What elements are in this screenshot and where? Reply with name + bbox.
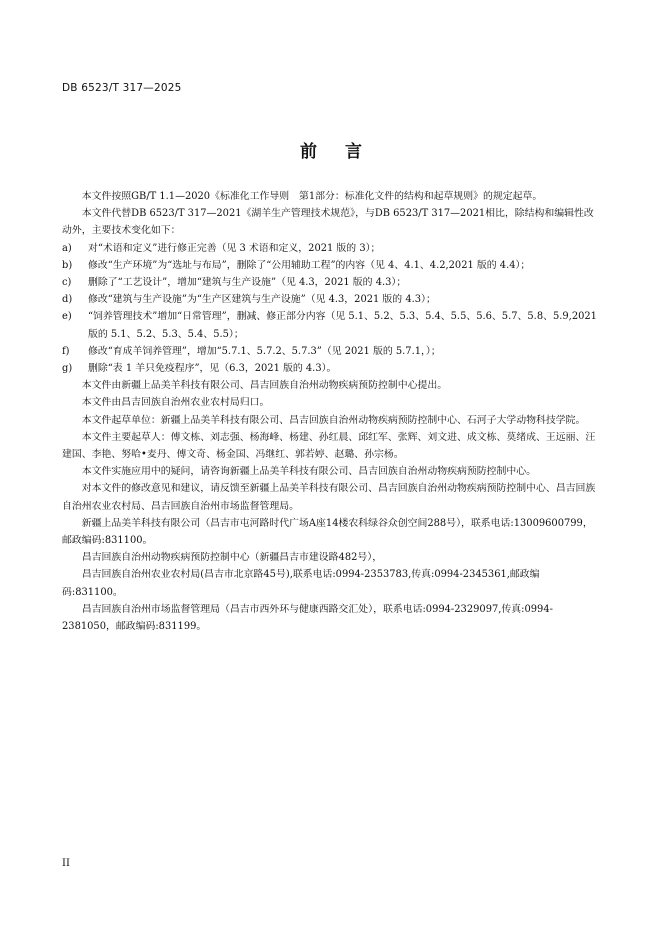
statement-feedback: 对本文件的修改意见和建议，请反馈至新疆上品美羊科技有限公司、昌吉回族自治州动物疾病预防控制中心、昌吉回族自治州农业农村局、昌吉回族自治州市场监督管理局。 [62,483,596,512]
change-marker: f) [62,345,70,357]
change-text: 删除了“工艺设计”，增加“建筑与生产设施”（见 4.3，2021 版的 4.3）； [88,277,407,289]
contact-market-supervision: 昌吉回族自治州市场监督管理局（昌吉市西外环与健康西路交汇处），联系电话:0994-2329097,传真:0994-2381050，邮政编码:831199。 [62,603,553,633]
contact-agriculture-bureau: 昌吉回族自治州农业农村局(昌吉市北京路45号),联系电话:0994-2353783,传真:0994-2345361,邮政编码:831100。 [62,569,540,598]
change-item [62,257,597,274]
page-number: II [62,858,70,869]
page-title: 前言 [300,142,390,162]
foreword-body [62,188,597,635]
change-marker: e) [62,311,72,323]
change-text: 修改“生产环境”为“选址与布局”，删除了“公用辅助工程”的内容（见 4、4.1、4.2,2021 版的 4.4）； [88,259,531,271]
intro-paragraph: 本文件代替DB 6523/T 317—2021《湖羊生产管理技术规范》，与DB 6523/T 317—2021相比，除结构和编辑性改动外，主要技术变化如下： [62,208,594,237]
statement-inquiry: 本文件实施应用中的疑问，请咨询新疆上品美羊科技有限公司、昌吉回族自治州动物疾病预防控制中心。 [81,466,537,478]
contact-cdc: 昌吉回族自治州动物疾病预防控制中心（新疆昌吉市建设路482号）， [81,552,383,564]
change-marker: a) [62,242,72,254]
change-item [62,240,597,257]
statement-drafters: 本文件主要起草人：傅文栋、刘志强、杨海峰、杨建、孙红晨、邱红军、张辉、刘文进、成文栋、莫绪成、王远丽、汪建国、李艳、努哈•麦丹、傅文奇、杨金国、冯继红、郭若婷、赵璐、孙宗杨。 [62,431,596,461]
standard-code: DB 6523/T 317—2025 [62,82,182,94]
change-item [62,274,597,291]
change-item [62,343,597,360]
change-text: 删除“表 1 羊只免疫程序”，见（6.3，2021 版的 4.3）。 [88,363,337,375]
intro-paragraph: 本文件按照GB/T 1.1—2020《标准化工作导则 第1部分：标准化文件的结构和起草规则》的规定起草。 [81,191,543,202]
statement-drafting-units: 本文件起草单位：新疆上品美羊科技有限公司、昌吉回族自治州动物疾病预防控制中心、石河子大学动物科技学院。 [81,414,586,426]
change-item [62,360,597,377]
statement-proposer: 本文件由新疆上品美羊科技有限公司、昌吉回族自治州动物疾病预防控制中心提出。 [81,380,448,392]
change-marker: b) [62,259,73,271]
change-marker: g) [62,363,73,375]
change-text: “饲养管理技术”增加“日常管理”，删减、修正部分内容（见 5.1、5.2、5.3、5.4、5.5、5.6、5.7、5.8、5.9,2021 版的 5.1、5.2、5.3、5.4、5.5）； [88,311,597,340]
change-text: 修改“建筑与生产设施”为“生产区建筑与生产设施”（见 4.3，2021 版的 4.3）； [88,294,436,306]
contact-company: 新疆上品美羊科技有限公司（昌吉市屯河路时代广场A座14楼农科绿谷众创空间288号），联系电话:13009600799，邮政编码:831100。 [62,517,593,547]
statement-centralized: 本文件由昌吉回族自治州农业农村局归口。 [81,397,270,409]
change-marker: d) [62,294,73,306]
change-marker: c) [62,277,72,289]
change-item [62,308,597,342]
change-item [62,291,597,308]
change-text: 对“术语和定义”进行修正完善（见 3 术语和定义，2021 版的 3）； [88,242,381,254]
change-text: 修改“育成羊饲养管理”，增加“5.7.1、5.7.2、5.7.3”（见 2021 版的 5.7.1，）； [88,345,441,357]
